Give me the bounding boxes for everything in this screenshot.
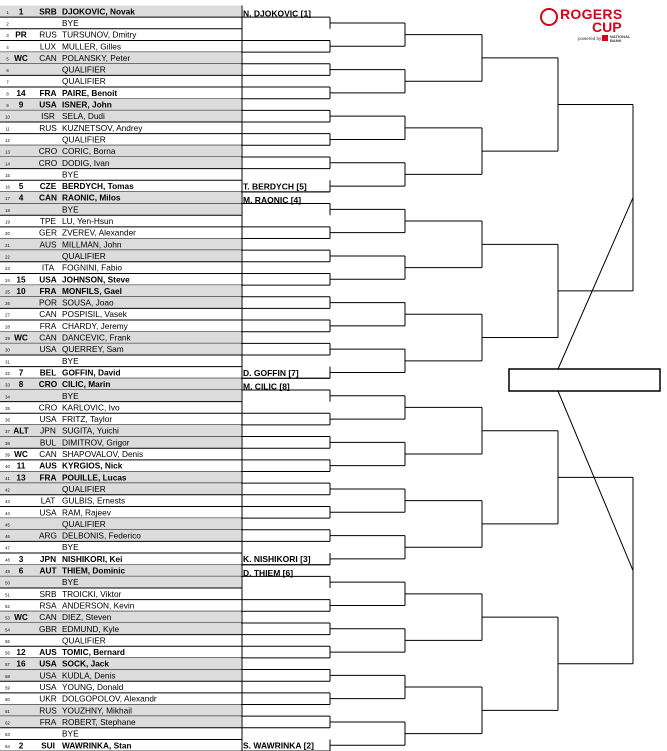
draw-position: 3 — [6, 33, 9, 39]
section-leader-label: M. CILIC [8] — [243, 381, 290, 392]
draw-position: 26 — [5, 301, 10, 307]
country-code: UKR — [39, 693, 57, 704]
draw-position: 5 — [6, 56, 9, 62]
player-name: QUALIFIER — [62, 483, 106, 494]
seed-label: 8 — [18, 379, 24, 390]
draw-position: 43 — [5, 499, 10, 505]
draw-position: 34 — [5, 394, 10, 400]
player-name: FRITZ, Taylor — [62, 414, 113, 425]
entry-shade — [0, 518, 241, 530]
draw-position: 63 — [5, 732, 10, 738]
player-name: ZVEREV, Alexander — [62, 227, 136, 238]
player-name: GULBIS, Ernests — [62, 495, 126, 506]
player-name: MONFILS, Gael — [62, 285, 122, 296]
player-name: MULLER, Gilles — [62, 41, 122, 52]
player-name: DODIG, Ivan — [62, 157, 110, 168]
country-code: CAN — [39, 612, 57, 623]
draw-position: 33 — [5, 382, 10, 388]
draw-position: 18 — [5, 207, 10, 213]
player-name: LU, Yen-Hsun — [62, 216, 114, 226]
draw-position: 61 — [5, 708, 10, 714]
country-code: USA — [39, 670, 57, 681]
country-code: LUX — [39, 41, 57, 52]
country-code: CZE — [39, 181, 57, 192]
player-name: BYE — [62, 542, 79, 553]
player-name: SOUSA, Joao — [62, 297, 114, 308]
draw-position: 6 — [6, 68, 9, 74]
country-code: USA — [39, 682, 57, 692]
entry-shade — [0, 576, 241, 588]
player-name: DOLGOPOLOV, Alexandr — [62, 693, 157, 704]
draw-position: 2 — [6, 21, 9, 27]
country-code: FRA — [39, 472, 57, 483]
entry-shade — [0, 623, 241, 635]
country-code: ITA — [41, 262, 55, 273]
seed-label: 16 — [16, 658, 26, 669]
section-leader-label: N. DJOKOVIC [1] — [243, 8, 312, 19]
draw-position: 25 — [5, 289, 10, 295]
draw-position: 28 — [5, 324, 10, 330]
player-name: BYE — [62, 204, 79, 215]
draw-position: 54 — [5, 627, 10, 633]
player-name: CILIC, Marin — [62, 379, 111, 390]
player-name: YOUZHNY, Mikhail — [62, 705, 132, 716]
player-name: POUILLE, Lucas — [62, 472, 127, 483]
entry-shade — [0, 483, 241, 495]
draw-position: 44 — [5, 510, 10, 516]
section-leader-label: M. RAONIC [4] — [243, 195, 302, 206]
country-code: GBR — [39, 623, 57, 634]
country-code: CRO — [38, 402, 58, 413]
seed-label: WC — [14, 449, 28, 459]
player-name: BYE — [62, 17, 79, 28]
draw-position: 57 — [5, 662, 10, 668]
draw-position: 30 — [5, 347, 10, 353]
player-name: QUALIFIER — [62, 250, 106, 261]
player-name: SELA, Dudi — [62, 111, 105, 122]
draw-position: 64 — [5, 743, 10, 749]
entry-shade — [0, 611, 241, 623]
country-code: USA — [39, 274, 57, 285]
country-code: LAT — [40, 495, 56, 506]
country-code: CRO — [38, 157, 58, 168]
final-diagonal — [558, 198, 633, 369]
draw-position: 41 — [5, 475, 10, 481]
country-code: FRA — [39, 87, 57, 98]
country-code: FRA — [39, 320, 57, 331]
entry-shade — [0, 390, 241, 402]
seed-label: 6 — [18, 565, 24, 576]
seed-label: 5 — [18, 181, 24, 192]
player-name: MILLMAN, John — [62, 239, 122, 250]
country-code: BUL — [39, 437, 57, 448]
country-code: TPE — [39, 216, 57, 226]
country-code: USA — [39, 344, 57, 355]
country-code: USA — [39, 658, 57, 669]
country-code: CRO — [38, 379, 58, 390]
seed-label: 2 — [18, 740, 24, 751]
draw-position: 52 — [5, 603, 10, 609]
player-name: SUGITA, Yuichi — [62, 425, 119, 436]
player-name: YOUNG, Donald — [62, 682, 124, 692]
seed-label: 15 — [16, 274, 26, 285]
entry-shade — [0, 204, 241, 216]
seed-label: WC — [14, 332, 28, 343]
draw-position: 31 — [5, 359, 10, 365]
entry-shade — [0, 658, 241, 670]
seed-label: 11 — [16, 460, 26, 471]
logo-line-1: ROGERS — [560, 6, 623, 22]
champion-box — [509, 369, 660, 391]
entry-shade — [0, 670, 241, 682]
player-name: CHARDY, Jeremy — [62, 320, 128, 331]
player-name: BYE — [62, 390, 79, 401]
country-code: USA — [39, 414, 57, 425]
player-name: POSPISIL, Vasek — [62, 309, 127, 320]
draw-position: 14 — [5, 161, 10, 167]
entry-shade — [0, 64, 241, 76]
player-name: BERDYCH, Tomas — [62, 181, 134, 192]
player-name: JOHNSON, Steve — [62, 274, 130, 285]
draw-position: 4 — [6, 44, 9, 50]
country-code: RUS — [39, 29, 57, 40]
seed-label: PR — [15, 29, 27, 40]
player-name: GOFFIN, David — [62, 367, 121, 378]
draw-position: 10 — [5, 114, 10, 120]
country-code: JPN — [39, 553, 57, 564]
country-code: AUT — [39, 565, 57, 576]
section-leader-label: D. GOFFIN [7] — [243, 367, 299, 378]
player-name: QUALIFIER — [62, 76, 106, 87]
player-name: BYE — [62, 169, 79, 180]
logo-bank-name: NATIONAL BANK — [610, 34, 631, 43]
draw-position: 59 — [5, 685, 10, 691]
seed-label: 3 — [18, 553, 24, 564]
entry-shade — [0, 157, 241, 169]
draw-position: 48 — [5, 557, 10, 563]
seed-label: 13 — [16, 472, 26, 483]
country-code: CAN — [39, 309, 57, 320]
draw-position: 7 — [6, 79, 9, 85]
country-code: SUI — [41, 740, 55, 751]
section-leader-label: T. BERDYCH [5] — [243, 181, 307, 192]
country-code: AUS — [39, 460, 57, 471]
draw-position: 9 — [6, 103, 9, 108]
seed-label: ALT — [13, 425, 29, 436]
seed-label: 1 — [18, 6, 24, 17]
draw-position: 32 — [5, 370, 10, 376]
player-name: ISNER, John — [62, 99, 112, 110]
draw-position: 24 — [5, 277, 10, 283]
draw-position: 36 — [5, 417, 10, 423]
seed-label: 12 — [16, 647, 26, 658]
draw-position: 21 — [5, 242, 10, 248]
player-name: QUALIFIER — [62, 635, 106, 646]
player-name: DIMITROV, Grigor — [62, 437, 130, 448]
player-name: TURSUNOV, Dmitry — [62, 29, 137, 40]
player-name: QUALIFIER — [62, 64, 106, 75]
draw-position: 42 — [5, 487, 10, 493]
seed-label: 10 — [16, 285, 26, 296]
country-code: GER — [39, 227, 57, 238]
draw-position: 23 — [5, 266, 10, 272]
draw-position: 51 — [5, 592, 10, 598]
player-name: BYE — [62, 728, 79, 739]
country-code: POR — [39, 297, 57, 308]
seed-label: 9 — [18, 99, 24, 110]
entry-shade — [0, 145, 241, 157]
draw-position: 17 — [5, 196, 10, 202]
country-code: RSA — [39, 600, 57, 611]
country-code: USA — [39, 507, 57, 518]
country-code: CRO — [38, 146, 58, 157]
player-name: DANCEVIC, Frank — [62, 332, 131, 343]
country-code: CAN — [39, 332, 57, 343]
draw-position: 60 — [5, 697, 10, 703]
entry-shade — [0, 425, 241, 437]
player-name: QUERREY, Sam — [62, 344, 124, 355]
player-name: TOMIC, Bernard — [62, 647, 126, 658]
player-name: KYRGIOS, Nick — [62, 460, 123, 471]
draw-position: 37 — [5, 429, 10, 435]
player-name: RAM, Rajeev — [62, 507, 111, 518]
draw-position: 58 — [5, 673, 10, 679]
draw-position: 16 — [5, 184, 10, 190]
entry-shade — [0, 378, 241, 390]
player-name: BYE — [62, 355, 79, 366]
section-leader-label: S. WAWRINKA [2] — [243, 740, 314, 751]
player-name: BYE — [62, 577, 79, 588]
player-name: SOCK, Jack — [62, 658, 110, 669]
draw-position: 53 — [5, 615, 10, 621]
seed-label: WC — [14, 612, 28, 623]
player-name: POLANSKY, Peter — [62, 52, 131, 63]
player-name: QUALIFIER — [62, 134, 106, 145]
player-name: ROBERT, Stephane — [62, 716, 136, 727]
player-name: DIEZ, Steven — [62, 612, 112, 623]
player-name: DJOKOVIC, Novak — [62, 6, 135, 17]
draw-position: 15 — [5, 172, 10, 178]
player-name: EDMUND, Kyle — [62, 623, 120, 634]
draw-position: 27 — [5, 312, 10, 318]
country-code: CAN — [39, 52, 57, 63]
entry-shade — [0, 250, 241, 262]
draw-position: 35 — [5, 405, 10, 411]
player-name: QUALIFIER — [62, 518, 106, 529]
country-code: CAN — [39, 192, 57, 203]
seed-label: WC — [14, 52, 28, 63]
country-code: SRB — [39, 588, 57, 599]
country-code: FRA — [39, 716, 57, 727]
player-name: NISHIKORI, Kei — [62, 553, 123, 564]
player-name: TROICKI, Viktor — [62, 588, 122, 599]
draw-position: 38 — [5, 440, 10, 446]
draw-position: 22 — [5, 254, 10, 260]
draw-position: 40 — [5, 464, 10, 470]
draw-position: 29 — [5, 336, 10, 341]
seed-label: 14 — [16, 87, 26, 98]
player-name: KARLOVIC, Ivo — [62, 402, 120, 413]
player-name: PAIRE, Benoit — [62, 87, 118, 98]
player-name: RAONIC, Milos — [62, 192, 121, 203]
country-code: USA — [39, 99, 57, 110]
logo-powered-by: powered by — [578, 36, 602, 41]
draw-position: 56 — [5, 650, 10, 656]
draw-position: 55 — [5, 638, 10, 644]
country-code: JPN — [40, 425, 56, 436]
draw-position: 62 — [5, 720, 10, 726]
country-code: SRB — [39, 6, 57, 17]
player-name: ANDERSON, Kevin — [62, 600, 135, 611]
draw-position: 49 — [5, 569, 10, 574]
country-code: CAN — [39, 449, 57, 459]
country-code: FRA — [39, 285, 57, 296]
country-code: ARG — [39, 530, 57, 541]
draw-position: 39 — [5, 452, 10, 458]
draw-position: 12 — [5, 137, 10, 143]
entry-shade — [0, 297, 241, 309]
player-name: THIEM, Dominic — [62, 565, 126, 576]
draw-position: 50 — [5, 580, 10, 586]
final-diagonal — [558, 391, 633, 571]
player-name: KUDLA, Denis — [62, 670, 116, 681]
country-code: BEL — [39, 367, 57, 378]
section-leader-label: K. NISHIKORI [3] — [243, 554, 311, 565]
country-code: ISR — [41, 111, 55, 122]
draw-position: 45 — [5, 522, 10, 528]
player-name: KUZNETSOV, Andrey — [62, 122, 143, 133]
player-name: SHAPOVALOV, Denis — [62, 449, 144, 459]
country-code: RUS — [39, 705, 57, 716]
player-name: WAWRINKA, Stan — [62, 740, 132, 751]
entry-shade — [0, 99, 241, 111]
draw-position: 1 — [6, 9, 9, 15]
player-name: CORIC, Borna — [62, 146, 116, 157]
draw-position: 8 — [6, 91, 9, 97]
player-name: FOGNINI, Fabio — [62, 262, 122, 273]
logo-line-2: CUP — [592, 19, 622, 35]
country-code: AUS — [39, 239, 57, 250]
draw-position: 11 — [5, 126, 10, 132]
section-leader-label: D. THIEM [6] — [243, 567, 294, 578]
draw-position: 47 — [5, 545, 10, 551]
draw-position: 19 — [5, 219, 10, 225]
country-code: RUS — [39, 122, 57, 133]
draw-position: 20 — [5, 231, 10, 237]
seed-label: 4 — [18, 192, 24, 203]
draw-position: 46 — [5, 534, 10, 540]
entry-shade — [0, 110, 241, 122]
player-name: DELBONIS, Federico — [62, 530, 141, 541]
country-code: AUS — [39, 647, 57, 658]
seed-label: 7 — [18, 367, 24, 378]
draw-position: 13 — [5, 149, 10, 155]
